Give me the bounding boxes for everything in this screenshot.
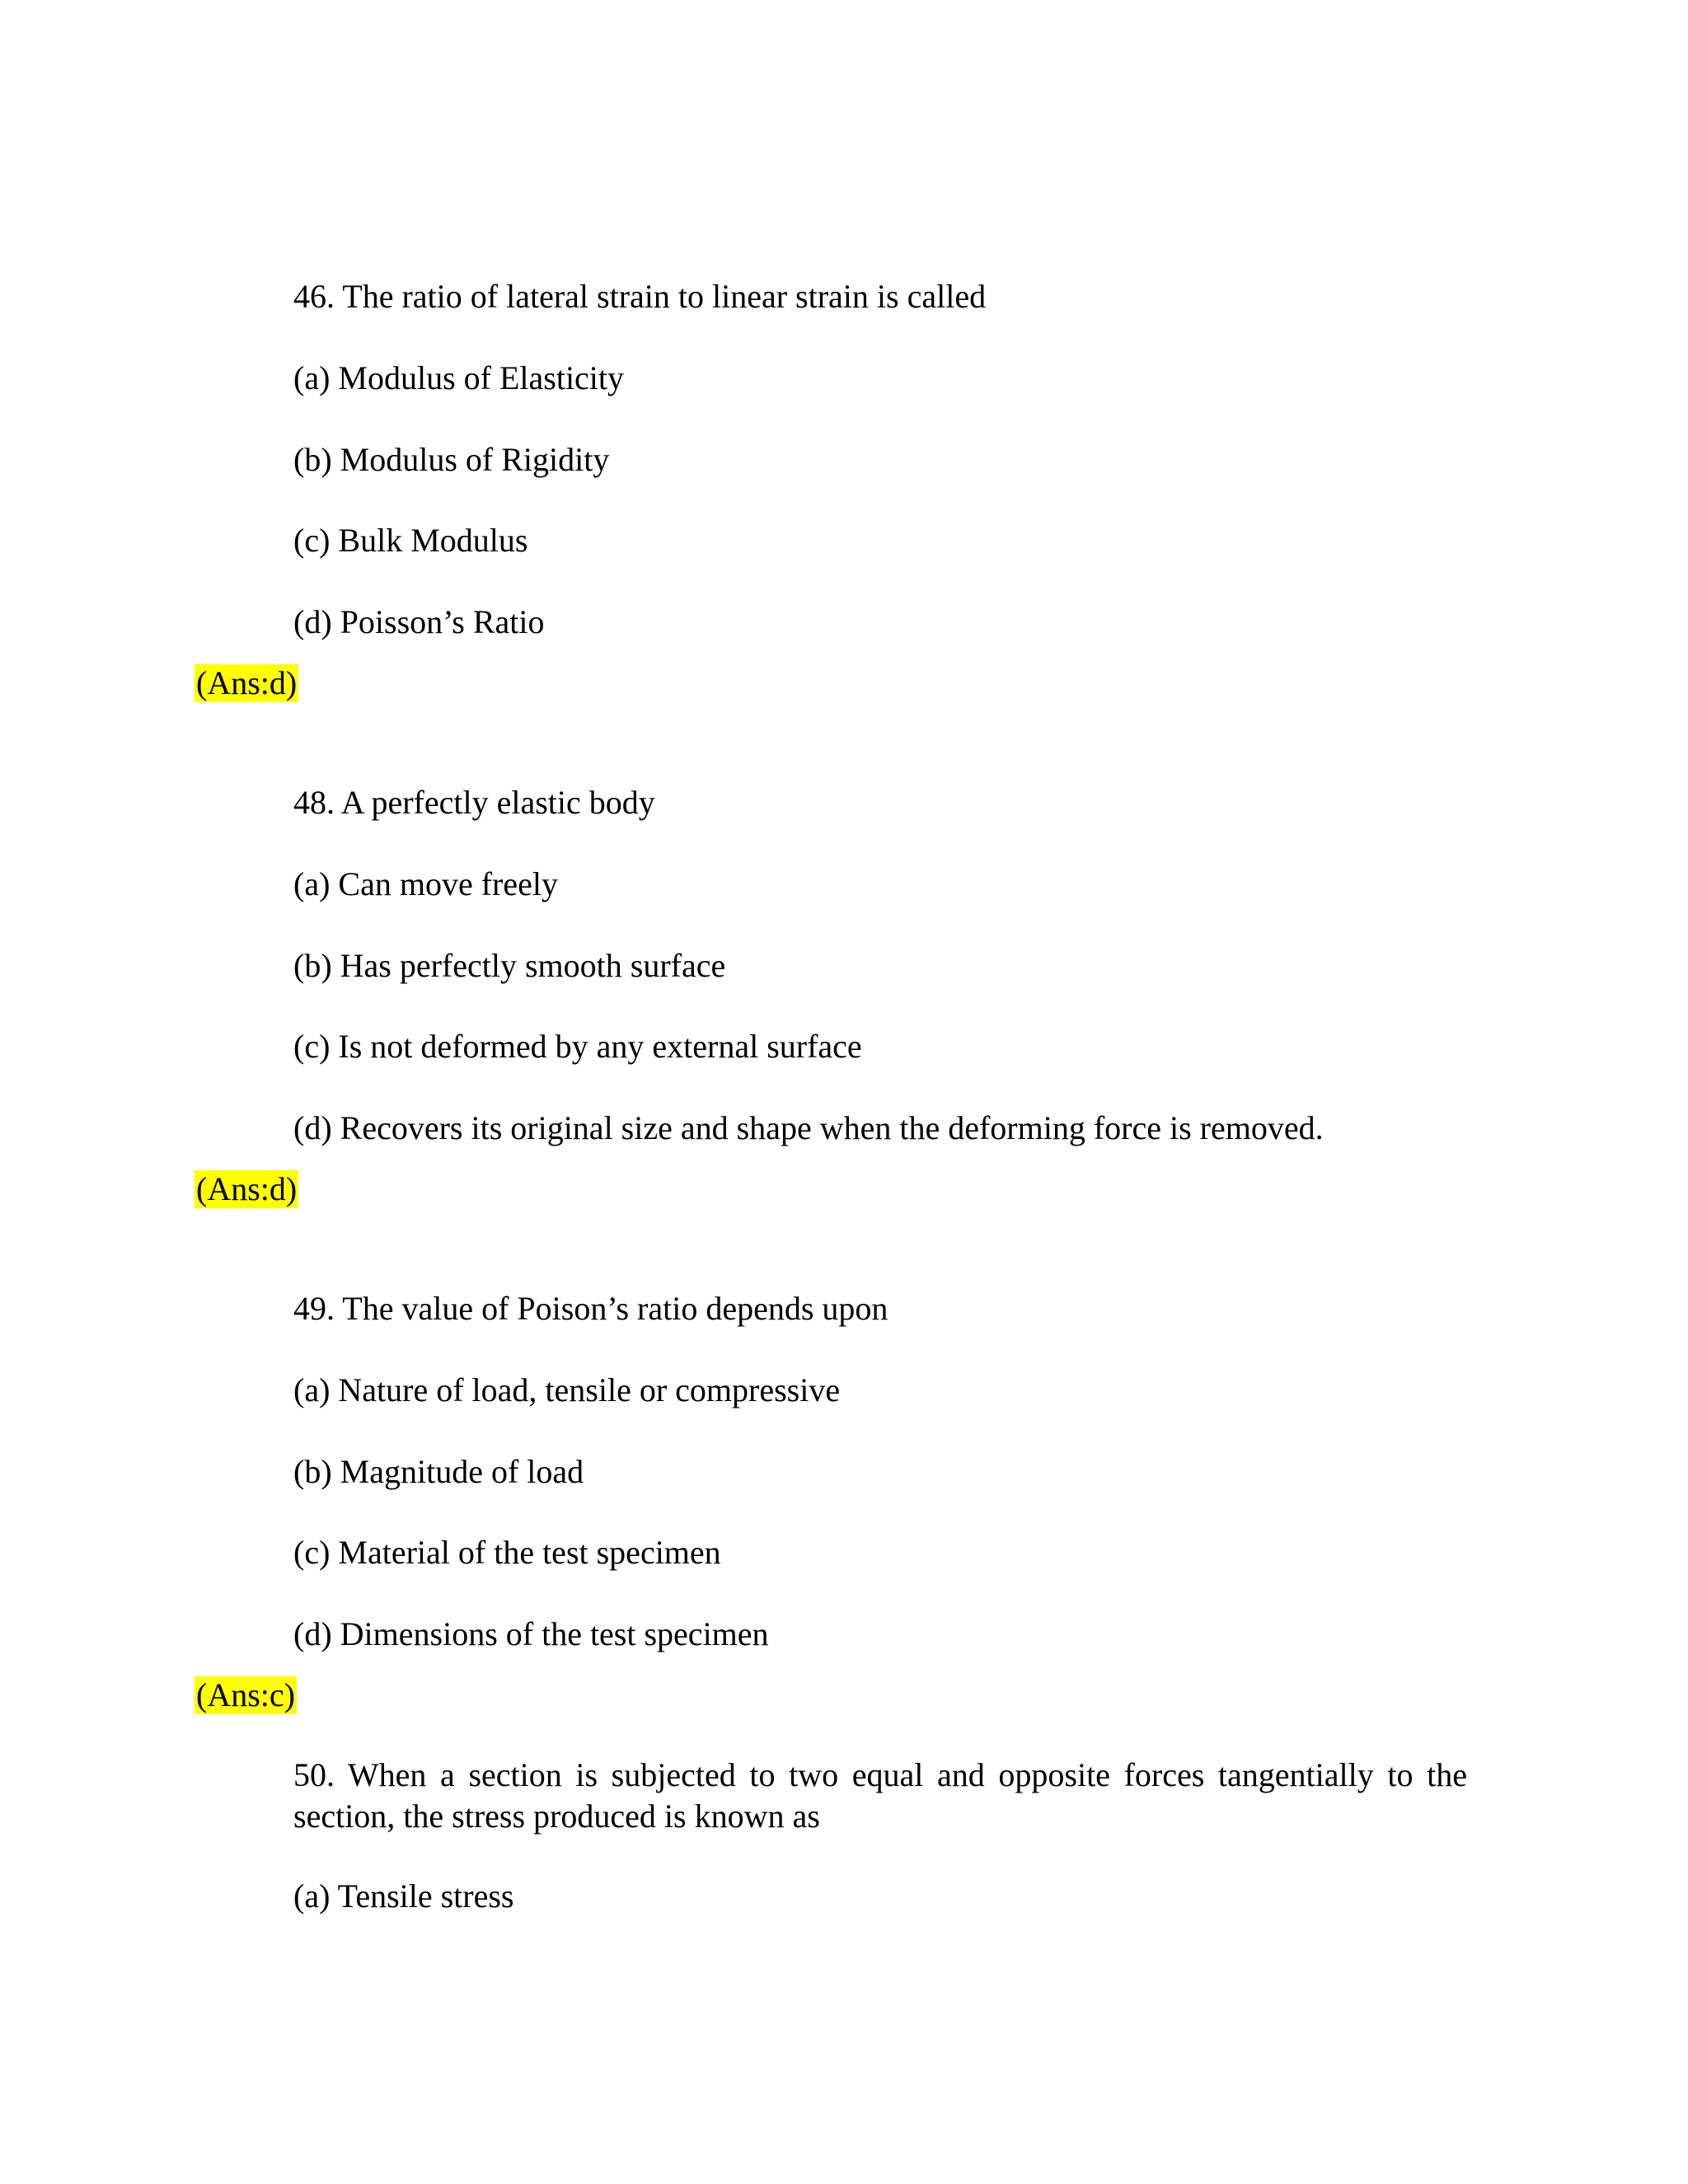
question-49-text: 49. The value of Poison’s ratio depends upon	[293, 1290, 889, 1327]
question-49-option-d: (d) Dimensions of the test specimen	[293, 1615, 769, 1652]
question-50-option-a: (a) Tensile stress	[293, 1877, 514, 1915]
question-48-answer: (Ans:d)	[196, 1170, 298, 1207]
question-48-option-d: (d) Recovers its original size and shape when the deforming force is removed.	[293, 1109, 1324, 1146]
question-49-answer: (Ans:c)	[196, 1676, 295, 1713]
question-48-option-b: (b) Has perfectly smooth surface	[293, 947, 726, 984]
question-46-option-c: (c) Bulk Modulus	[293, 522, 528, 559]
question-49-option-a: (a) Nature of load, tensile or compressive	[293, 1371, 841, 1408]
question-46-answer: (Ans:d)	[196, 664, 298, 701]
question-46-option-d: (d) Poisson’s Ratio	[293, 603, 545, 640]
question-46-option-a: (a) Modulus of Elasticity	[293, 359, 625, 396]
question-50-text: 50. When a section is subjected to two equal and opposite forces tangentially to the section, the stress produced is known as	[293, 1756, 1467, 1835]
question-48-option-a: (a) Can move freely	[293, 865, 558, 902]
question-46-text: 46. The ratio of lateral strain to linear strain is called	[293, 278, 987, 315]
question-48-option-c: (c) Is not deformed by any external surface	[293, 1028, 862, 1065]
question-49-option-c: (c) Material of the test specimen	[293, 1534, 721, 1571]
question-48-text: 48. A perfectly elastic body	[293, 784, 655, 821]
question-46-option-b: (b) Modulus of Rigidity	[293, 441, 610, 478]
question-49-option-b: (b) Magnitude of load	[293, 1453, 584, 1490]
